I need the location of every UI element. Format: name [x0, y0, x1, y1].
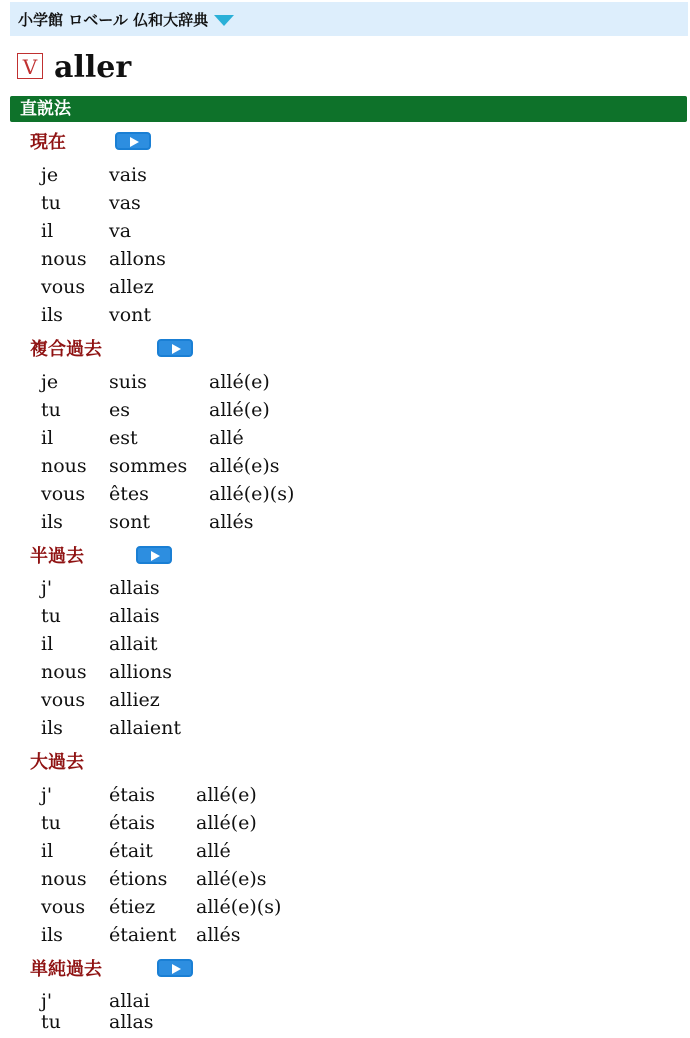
pronoun: il	[41, 840, 54, 862]
pronoun: il	[41, 427, 54, 449]
tense-heading	[30, 748, 84, 774]
participle: allé(e)s	[209, 455, 280, 477]
pronoun: il	[41, 633, 54, 655]
verb-form: allaient	[109, 717, 182, 739]
verb-form: êtes	[109, 483, 149, 505]
participle: allé(e)(s)	[209, 483, 295, 505]
verb-form: étions	[109, 868, 168, 890]
pos-badge: V	[17, 53, 43, 79]
pronoun: tu	[41, 812, 61, 834]
verb-form: sommes	[109, 455, 188, 477]
verb-form: vais	[109, 164, 147, 186]
participle: allés	[196, 924, 241, 946]
pronoun: tu	[41, 192, 61, 214]
dictionary-title[interactable]: 小学館 ロベール 仏和大辞典	[18, 10, 209, 29]
verb-form: allait	[109, 633, 158, 655]
participle: allé(e)	[209, 399, 270, 421]
verb-form: allais	[109, 605, 160, 627]
verb-form: étiez	[109, 896, 156, 918]
pronoun: nous	[41, 455, 87, 477]
verb-form: allez	[109, 276, 154, 298]
verb-form: allais	[109, 577, 160, 599]
verb-form: allai	[109, 990, 150, 1012]
participle: allé(e)	[196, 812, 257, 834]
pronoun: ils	[41, 717, 63, 739]
pronoun: vous	[41, 483, 86, 505]
mood-header: 直説法	[10, 96, 687, 122]
dictionary-header[interactable]	[10, 2, 688, 36]
participle: allé(e)(s)	[196, 896, 282, 918]
play-icon[interactable]	[157, 339, 193, 357]
verb-form: es	[109, 399, 130, 421]
verb-form: étais	[109, 812, 156, 834]
verb-form: sont	[109, 511, 151, 533]
tense-title: 複合過去	[30, 339, 102, 360]
pronoun: ils	[41, 924, 63, 946]
participle: allé	[209, 427, 244, 449]
tense-title: 半過去	[30, 546, 84, 567]
verb-form: allas	[109, 1011, 154, 1033]
pronoun: tu	[41, 1011, 61, 1033]
tense-title: 現在	[30, 132, 66, 153]
participle: allé(e)	[209, 371, 270, 393]
participle: allé	[196, 840, 231, 862]
pronoun: j'	[41, 577, 53, 599]
headword: aller	[54, 50, 132, 85]
pronoun: tu	[41, 399, 61, 421]
tense-title: 単純過去	[30, 959, 102, 980]
pronoun: je	[41, 371, 59, 393]
verb-form: vas	[109, 192, 141, 214]
verb-form: va	[109, 220, 132, 242]
participle: allé(e)s	[196, 868, 267, 890]
verb-form: est	[109, 427, 138, 449]
pronoun: nous	[41, 248, 87, 270]
verb-form: allions	[109, 661, 172, 683]
verb-form: étais	[109, 784, 156, 806]
verb-form: étaient	[109, 924, 177, 946]
pronoun: ils	[41, 511, 63, 533]
pronoun: ils	[41, 304, 63, 326]
verb-form: vont	[109, 304, 152, 326]
participle: allé(e)	[196, 784, 257, 806]
tense-heading	[30, 128, 66, 154]
pronoun: vous	[41, 896, 86, 918]
tense-heading	[30, 542, 84, 568]
verb-form: suis	[109, 371, 147, 393]
verb-form: allons	[109, 248, 166, 270]
play-icon[interactable]	[157, 959, 193, 977]
pronoun: vous	[41, 276, 86, 298]
play-icon[interactable]	[115, 132, 151, 150]
pronoun: vous	[41, 689, 86, 711]
pronoun: il	[41, 220, 54, 242]
tense-heading	[30, 955, 102, 981]
pronoun: j'	[41, 784, 53, 806]
tense-title: 大過去	[30, 752, 84, 773]
entry-heading	[17, 46, 131, 85]
pronoun: tu	[41, 605, 61, 627]
play-icon[interactable]	[136, 546, 172, 564]
pronoun: je	[41, 164, 59, 186]
participle: allés	[209, 511, 254, 533]
pronoun: nous	[41, 661, 87, 683]
pronoun: nous	[41, 868, 87, 890]
verb-form: était	[109, 840, 153, 862]
verb-form: alliez	[109, 689, 160, 711]
tense-heading	[30, 335, 102, 361]
pronoun: j'	[41, 990, 53, 1012]
triangle-down-icon[interactable]	[214, 15, 234, 26]
